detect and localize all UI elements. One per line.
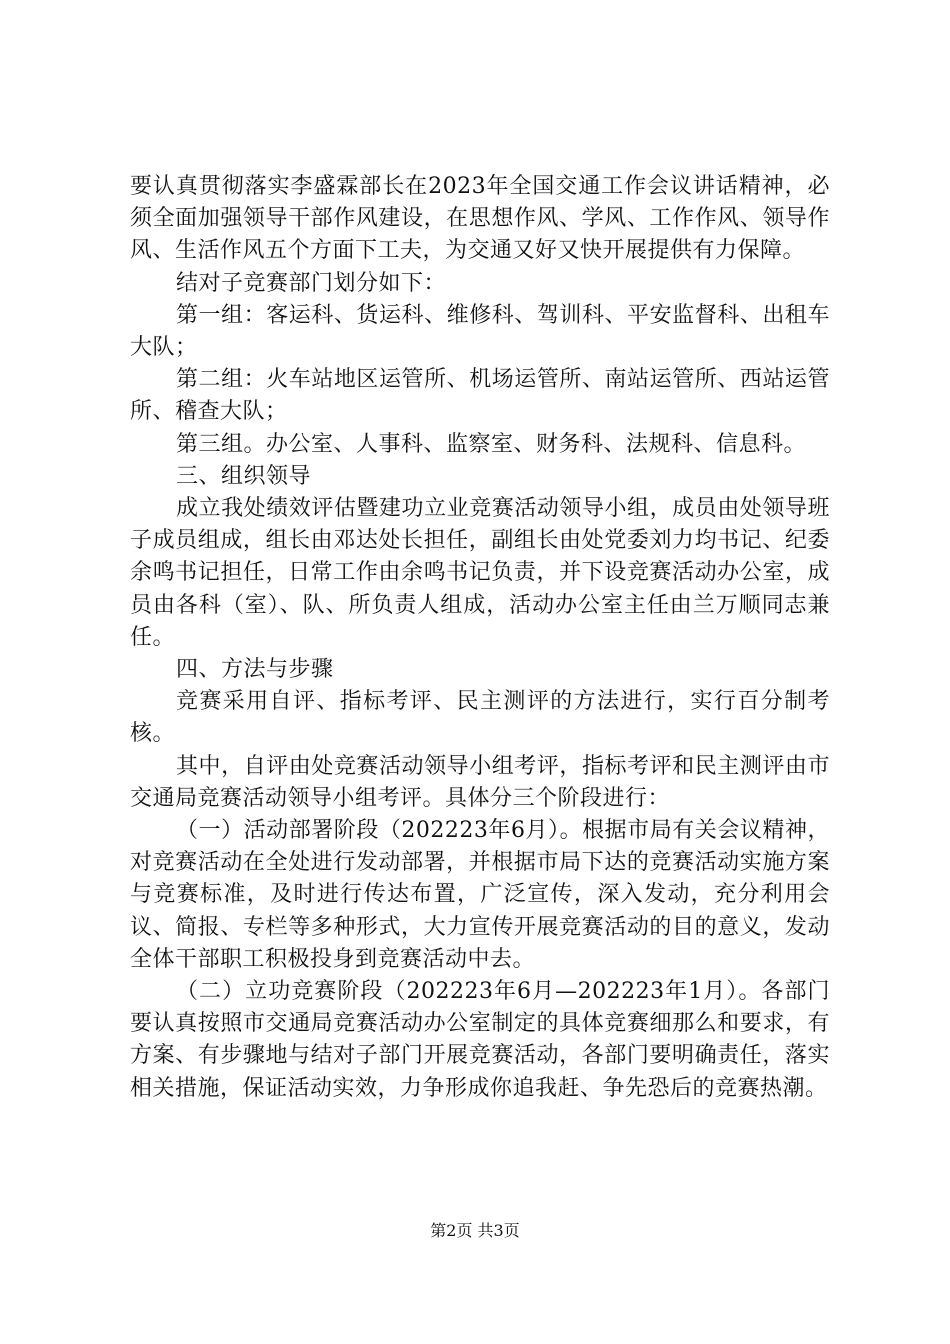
paragraph-1: 要认真贯彻落实李盛霖部长在2023年全国交通工作会议讲话精神，必须全面加强领导干部作风建设，在思想作风、学风、工作作风、领导作风、生活作风五个方面下工夫，为交通又好又快开展提供有力保障。 [130,174,830,264]
paragraph-3: 第一组：客运科、货运科、维修科、驾训科、平安监督科、出租车大队； [130,302,830,361]
section-heading-4: 四、方法与步骤 [176,657,334,683]
page-footer: 第2页 共3页 [430,1221,520,1240]
document-body [130,171,830,1105]
paragraph-9: 竞赛采用自评、指标考评、民主测评的方法进行，实行百分制考核。 [130,689,830,747]
section-heading-3: 三、组织领导 [176,463,312,489]
paragraph-7: 成立我处绩效评估暨建功立业竞赛活动领导小组，成员由处领导班子成员组成，组长由邓达处长担任，副组长由处党委刘力均书记、纪委余鸣书记担任，日常工作由余鸣书记负责，并下设竞赛活动办公室，成员由各科（室）、队、所负责人组成，活动办公室主任由兰万顺同志兼任。 [130,496,830,650]
paragraph-4: 第二组：火车站地区运管所、机场运管所、南站运管所、西站运管所、稽查大队； [130,367,830,425]
paragraph-12: （二）立功竞赛阶段（202223年6月—202223年1月）。各部门要认真按照市交通局竞赛活动办公室制定的具体竞赛细那么和要求，有方案、有步骤地与结对子部门开展竞赛活动，各部门要明确责任，落实相关措施，保证活动实效，力争形成你追我赶、争先恐后的竞赛热潮。 [130,979,830,1101]
paragraph-11: （一）活动部署阶段（202223年6月）。根据市局有关会议精神，对竞赛活动在全处进行发动部署，并根据市局下达的竞赛活动实施方案与竞赛标准，及时进行传达布置，广泛宣传，深入发动，充分利用会议、简报、专栏等多种形式，大力宣传开展竞赛活动的目的意义，发动全体干部职工积极投身到竞赛活动中去。 [130,818,830,972]
paragraph-10: 其中，自评由处竞赛活动领导小组考评，指标考评和民主测评由市交通局竞赛活动领导小组考评。具体分三个阶段进行： [130,753,830,811]
paragraph-5: 第三组。办公室、人事科、监察室、财务科、法规科、信息科。 [176,431,807,457]
paragraph-2: 结对子竞赛部门划分如下： [176,270,447,296]
